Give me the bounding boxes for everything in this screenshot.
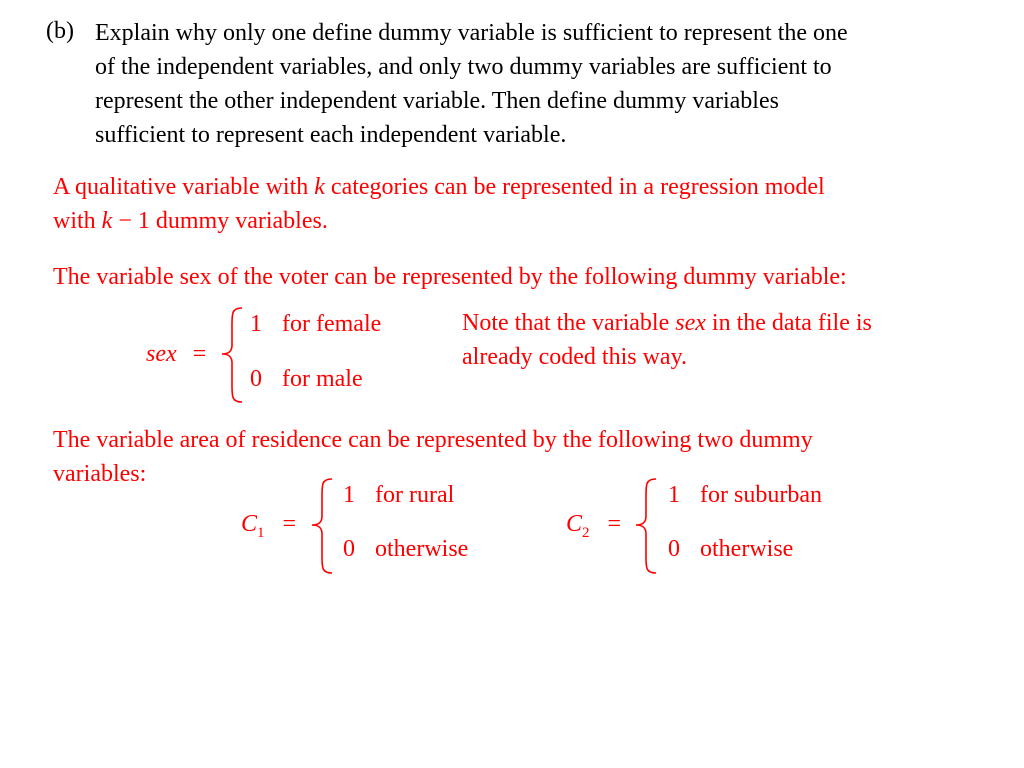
c2-case-1 [668,478,822,512]
left-brace-icon [218,305,246,405]
case-label: otherwise [700,536,794,562]
left-brace-icon [632,476,660,576]
question-text [95,16,1015,152]
question-line: of the independent variables, and only two dummy variables are sufficient to [95,54,832,80]
math-k: k [314,174,325,200]
paragraph-line: variables: [53,461,147,487]
answer-paragraph-categories [53,170,825,238]
text-run: A qualitative variable with [53,174,315,200]
c1-case-2 [343,532,468,566]
paragraph-line: The variable area of residence can be represented by the following two dummy [53,427,813,453]
paragraph-line [53,204,825,238]
c1-equation-lhs [241,507,296,544]
question-line: sufficient to represent each independent variable. [95,122,567,148]
sex-equation-lhs [146,337,206,371]
equals-sign: = [607,511,622,537]
case-label: for female [282,311,382,337]
case-label: for rural [375,482,455,508]
case-label: otherwise [375,536,469,562]
left-brace-icon [308,476,336,576]
variable-c: C [566,511,583,537]
case-value: 0 [343,536,355,562]
case-value: 1 [668,482,680,508]
c1-case-1 [343,478,454,512]
sex-case-2 [250,362,363,396]
equals-sign: = [282,511,297,537]
note-line: already coded this way. [462,344,688,370]
math-k: k [101,208,113,234]
variable-sex: sex [146,341,177,367]
question-label: (b) [46,18,74,44]
case-label: for suburban [700,482,822,508]
equals-sign: = [192,341,207,367]
text-run: in the data file is [705,310,872,336]
answer-paragraph-sex: The variable sex of the voter can be represented by the following dummy variable: [53,264,847,290]
subscript: 2 [582,525,590,541]
c2-case-2 [668,532,793,566]
subscript: 1 [257,525,265,541]
case-label: for male [282,366,363,392]
case-value: 0 [668,536,680,562]
c2-equation-lhs [566,507,621,544]
text-run: Note that the variable [462,310,676,336]
text-run: − 1 dummy variables. [112,208,328,234]
paragraph-line [53,170,825,204]
case-value: 0 [250,366,262,392]
question-line: represent the other independent variable. Then define dummy variables [95,88,779,114]
variable-sex: sex [675,310,706,336]
case-value: 1 [250,311,262,337]
note-line [462,306,872,340]
text-run: with [53,208,102,234]
text-run: categories can be represented in a regression model [324,174,825,200]
note-text [462,306,872,374]
variable-c: C [241,511,258,537]
question-line: Explain why only one define dummy variable is sufficient to represent the one [95,20,848,46]
sex-case-1 [250,307,381,341]
case-value: 1 [343,482,355,508]
